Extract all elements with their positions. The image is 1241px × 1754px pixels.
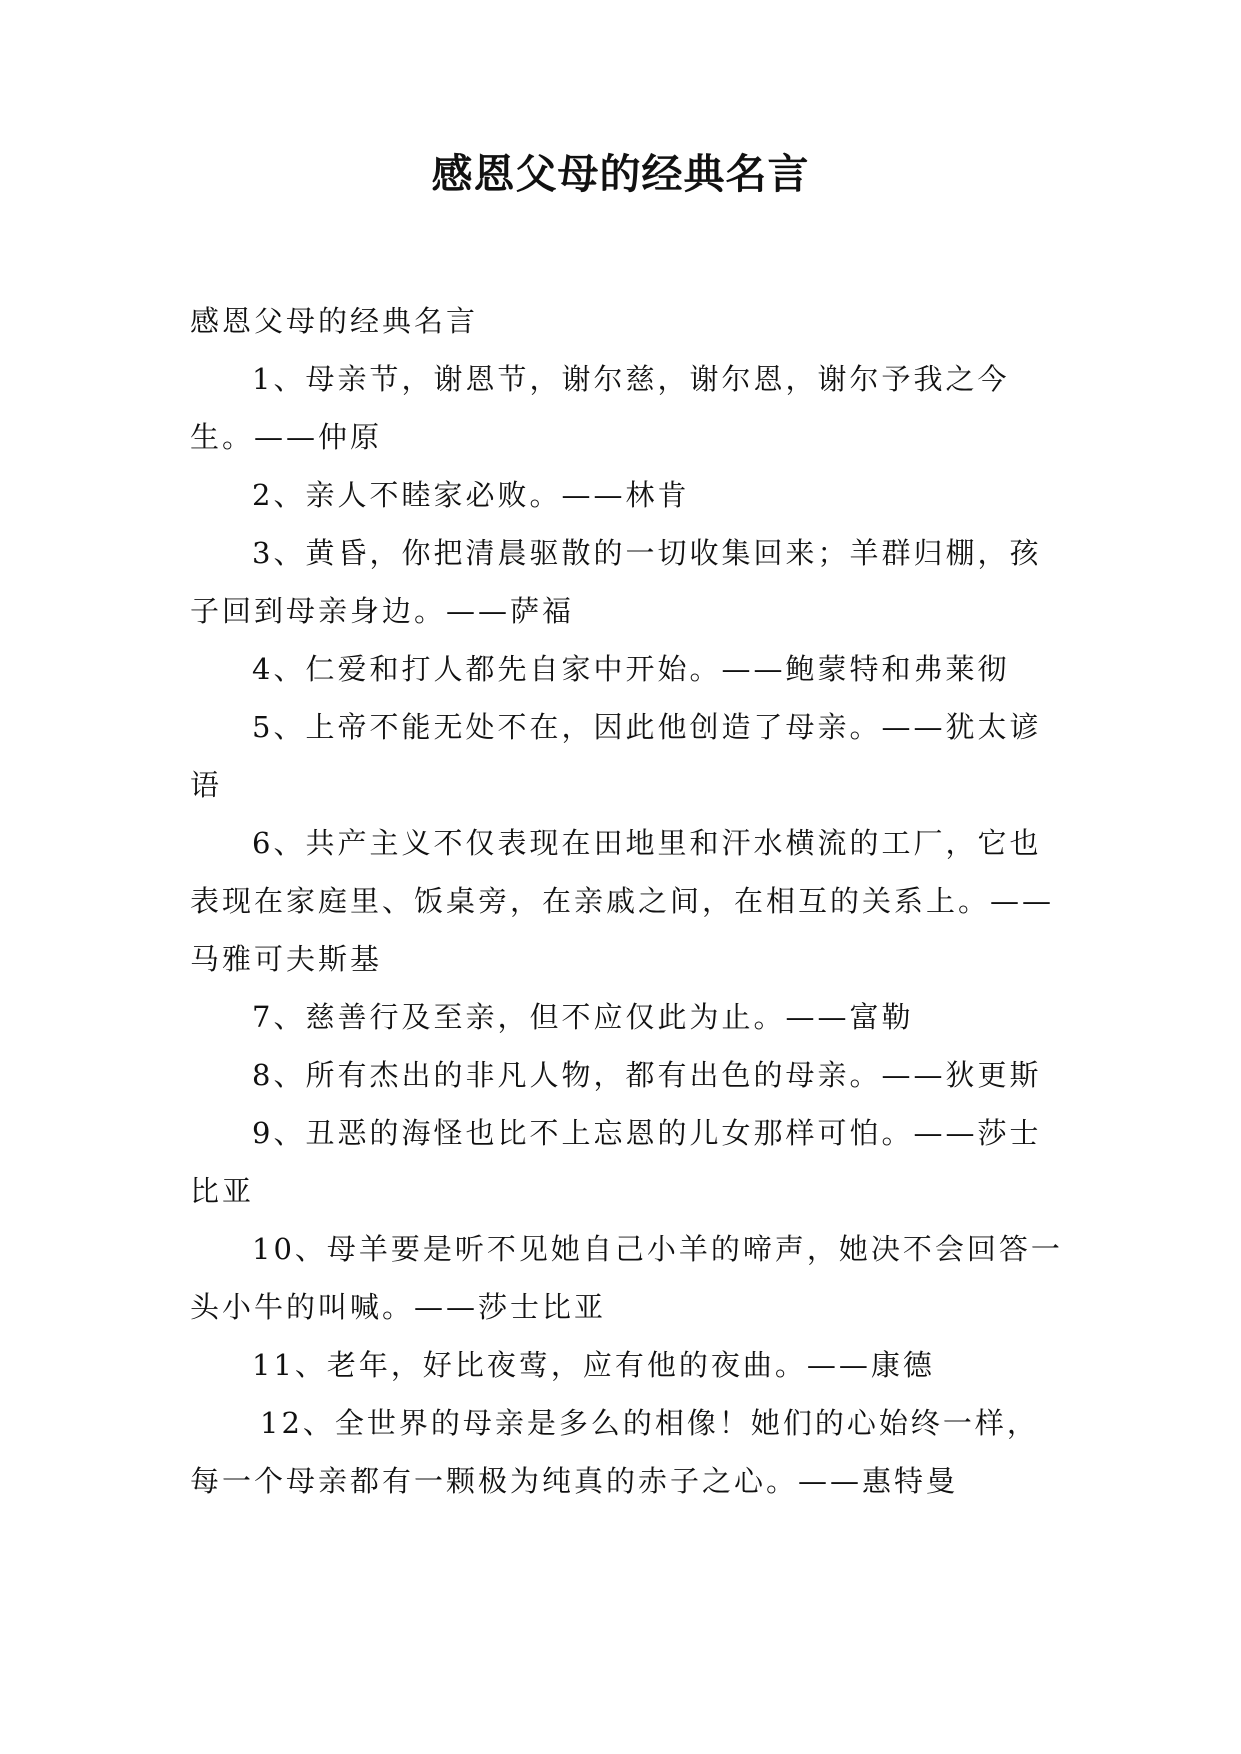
quote-item: 12、全世界的母亲是多么的相像！她们的心始终一样，每一个母亲都有一颗极为纯真的赤子之心。——惠特曼 [190,1406,1039,1498]
quote-item: 10、母羊要是听不见她自己小羊的啼声，她决不会回答一头小牛的叫喊。——莎士比亚 [190,1232,1063,1324]
quote-item: 3、黄昏，你把清晨驱散的一切收集回来；羊群归棚，孩子回到母亲身边。——萨福 [190,536,1042,628]
quote-item: 9、丑恶的海怪也比不上忘恩的儿女那样可怕。——莎士比亚 [190,1116,1042,1208]
quote-item: 2、亲人不睦家必败。——林肯 [252,478,690,512]
quote-item: 6、共产主义不仅表现在田地里和汗水横流的工厂，它也表现在家庭里、饭桌旁，在亲戚之间，在相互的关系上。——马雅可夫斯基 [190,826,1055,976]
quote-item: 4、仁爱和打人都先自家中开始。——鲍蒙特和弗莱彻 [252,652,1010,686]
quote-item: 11、老年，好比夜莺，应有他的夜曲。——康德 [252,1348,935,1382]
document-body [190,292,1070,1510]
document-subtitle: 感恩父母的经典名言 [190,304,479,338]
quote-item: 1、母亲节，谢恩节，谢尔慈，谢尔恩，谢尔予我之今生。——仲原 [190,362,1010,454]
quote-item: 7、慈善行及至亲，但不应仅此为止。——富勒 [252,1000,914,1034]
quote-item: 5、上帝不能无处不在，因此他创造了母亲。——犹太谚语 [190,710,1042,802]
quote-item: 8、所有杰出的非凡人物，都有出色的母亲。——狄更斯 [252,1058,1042,1092]
document-title: 感恩父母的经典名言 [431,150,810,198]
